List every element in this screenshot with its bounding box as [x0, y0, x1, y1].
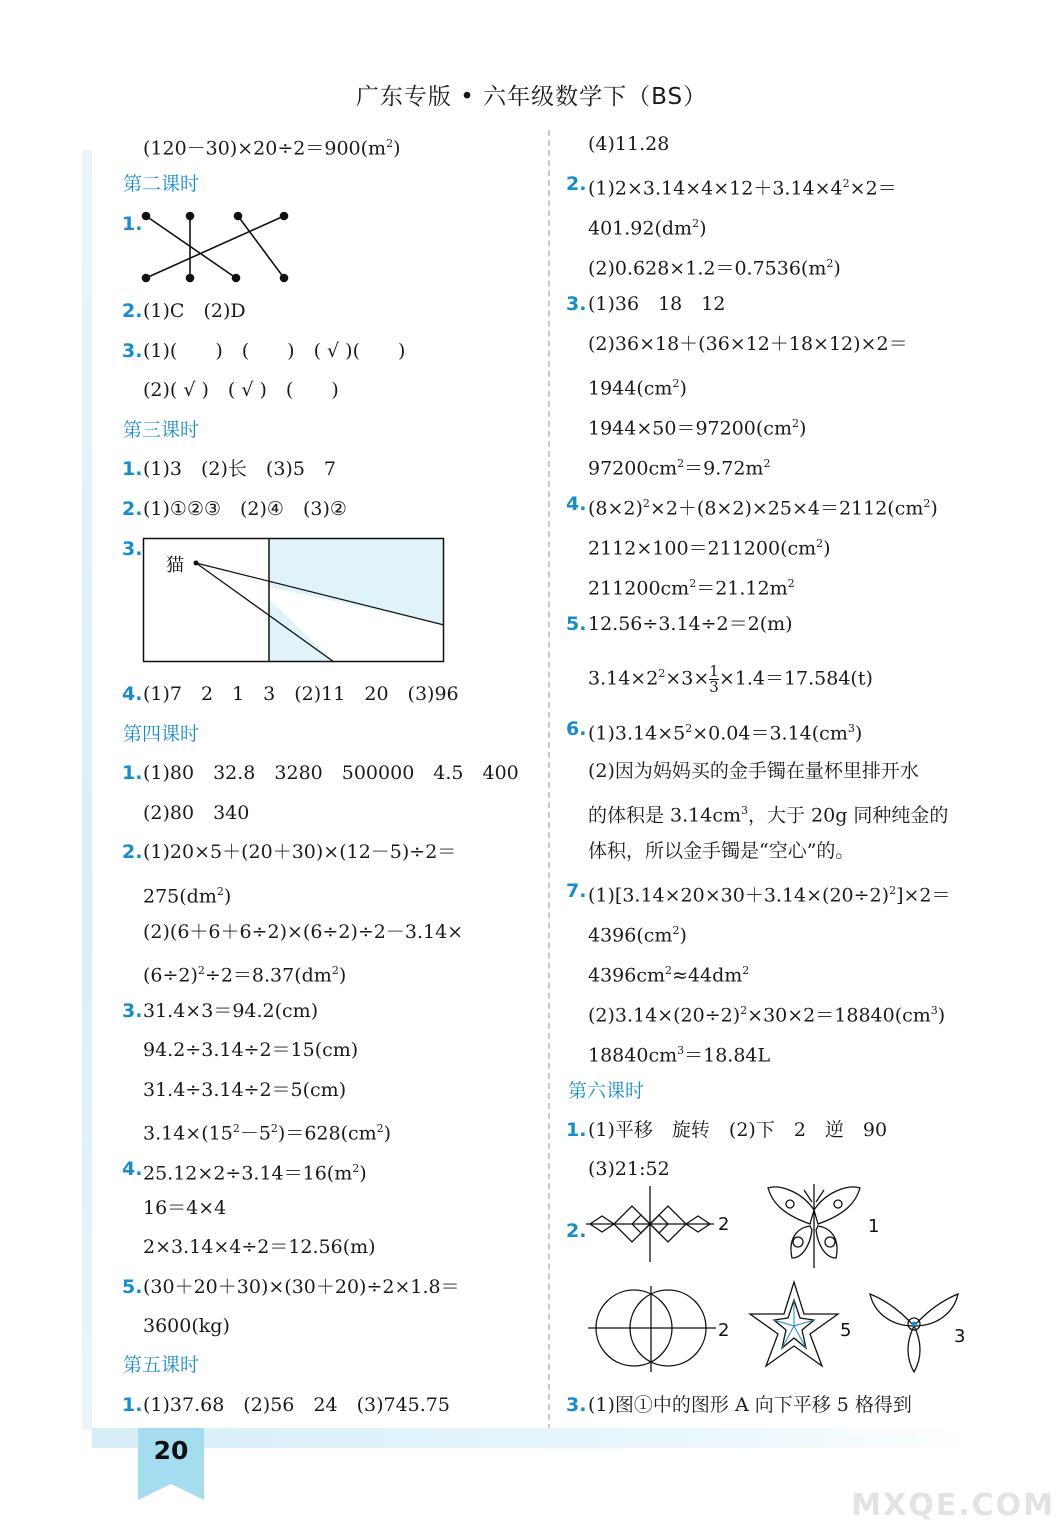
axis-count-label: 5 — [840, 1320, 852, 1341]
text: ≈44dm — [672, 964, 743, 987]
answer-line — [588, 570, 795, 602]
answer-line — [588, 957, 749, 989]
superscript: 2 — [352, 1162, 360, 1175]
superscript: 2 — [658, 667, 666, 680]
text: (1)2×3.14×4×12＋3.14×4 — [588, 177, 843, 200]
section-title: 第四课时 — [123, 723, 200, 745]
answer-line — [588, 1037, 770, 1069]
answer-line: $(1)3.14\times 5^2\times 0.04=3.14(cm^3)$ — [588, 722, 863, 745]
text: (2)0.628×1.2＝0.7536(m — [588, 257, 827, 280]
text: 4396cm — [588, 964, 666, 987]
text: 97200cm — [588, 457, 678, 480]
superscript: 2 — [923, 497, 931, 510]
section-title: 第五课时 — [123, 1354, 200, 1376]
section-title: 第六课时 — [568, 1080, 645, 1102]
superscript: 3 — [741, 804, 749, 817]
text: 25.12×2÷3.14＝16(m — [143, 1162, 353, 1185]
answer-line: $(2)3.14\times(20\div 2)^2\times 30\times 2=18840(cm^3)$ — [588, 1004, 946, 1027]
superscript: 2 — [692, 217, 700, 230]
answer-line: (1)7 2 1 3 (2)11 20 (3)96 — [143, 683, 459, 705]
answer-line: (1)( ) ( ) ( √ )( ) — [143, 340, 406, 362]
question-number: 3. — [566, 293, 587, 315]
question-number: 5. — [122, 1276, 143, 1298]
answer-line: 31.4÷3.14÷2＝5(cm) — [143, 1079, 347, 1101]
question-number: 2. — [566, 1220, 587, 1242]
numerator: 1 — [709, 661, 719, 680]
text: ×0.04＝3.14(cm — [692, 722, 848, 745]
answer-line: (30＋20＋30)×(30＋20)÷2×1.8＝ — [143, 1276, 460, 1298]
answer-line: $(6\div 2)^2\div 2=8.37(dm^2)$ — [143, 964, 347, 987]
denominator: 3 — [709, 677, 719, 696]
answer-line: $2112\times 100=211200(cm^2)$ — [588, 537, 831, 560]
answer-line: (1)①②③ (2)④ (3)② — [143, 498, 347, 520]
answer-line: (1)20×5＋(20＋30)×(12－5)÷2＝ — [143, 841, 457, 863]
text: 2112×100＝211200(cm — [588, 537, 817, 560]
superscript: 2 — [826, 257, 834, 270]
question-number: 4. — [566, 493, 587, 515]
superscript: 2 — [197, 964, 205, 977]
axis-count-label: 2 — [718, 1320, 730, 1341]
answer-line: (4)11.28 — [588, 133, 670, 155]
superscript: 3 — [677, 1044, 685, 1057]
text: )＝628(cm — [277, 1122, 377, 1145]
text: (8×2) — [588, 497, 643, 520]
answer-line: $401.92(dm^2)$ — [588, 217, 707, 240]
superscript: 2 — [672, 924, 680, 937]
text: 3.14×(15 — [143, 1122, 233, 1145]
question-number: 1. — [122, 458, 143, 480]
superscript: 2 — [763, 457, 771, 470]
text: (2)3.14×(20÷2) — [588, 1004, 741, 1027]
question-number: 2. — [122, 300, 143, 322]
superscript: 2 — [386, 137, 394, 150]
answer-line — [588, 797, 948, 829]
question-number: 2. — [566, 173, 587, 195]
answer-line: (1)36 18 12 — [588, 293, 726, 315]
section-title: 第三课时 — [123, 419, 200, 441]
text: (6÷2) — [143, 964, 198, 987]
text: ＝18.84L — [684, 1044, 771, 1067]
question-number: 4. — [122, 683, 143, 705]
answer-line: $25.12\times 2\div 3.14=16(m^2)$ — [143, 1162, 367, 1185]
superscript: 2 — [672, 377, 680, 390]
answer-line: (3)21:52 — [588, 1158, 670, 1180]
text: 1944(cm — [588, 377, 673, 400]
question-number: 3. — [122, 538, 143, 560]
superscript: 2 — [232, 1122, 240, 1135]
answer-line: $275(dm^2)$ — [143, 885, 232, 908]
watermark: MXQE.COM — [851, 1488, 1055, 1523]
text: ×3× — [665, 667, 710, 690]
question-number: 3. — [566, 1394, 587, 1416]
answer-line: $3.14\times(15^2-5^2)=628(cm^2)$ — [143, 1122, 392, 1145]
page-header: 广东专版 • 六年级数学下（BS） — [355, 84, 708, 110]
answer-line — [588, 877, 950, 909]
answer-line: $(2)0.628\times 1.2=0.7536(m^2)$ — [588, 257, 841, 280]
answer-line: $1944(cm^2)$ — [588, 377, 687, 400]
answer-line: $(8\times 2)^2\times 2+(8\times 2)\times 25\times 4=2112(cm^2)$ — [588, 497, 938, 520]
question-number: 1. — [122, 213, 143, 235]
question-number: 3. — [122, 1000, 143, 1022]
answer-line: 体积，所以金手镯是“空心”的。 — [588, 840, 855, 862]
answer-line: 2×3.14×4÷2＝12.56(m) — [143, 1236, 376, 1258]
answer-line: (2)因为妈妈买的金手镯在量杯里排开水 — [588, 760, 919, 782]
axis-count-label: 2 — [718, 1214, 730, 1235]
text: 211200cm — [588, 577, 690, 600]
overlapping-circles-figure — [588, 1284, 736, 1374]
answer-line: (2)(6＋6＋6÷2)×(6÷2)÷2－3.14× — [143, 921, 464, 943]
star-figure — [744, 1280, 856, 1370]
fraction — [709, 661, 719, 696]
superscript: 2 — [665, 964, 673, 977]
butterfly-figure — [762, 1184, 882, 1268]
text: ×2＋(8×2)×25×4＝2112(cm — [649, 497, 924, 520]
text: 401.92(dm — [588, 217, 693, 240]
three-petal-figure — [866, 1286, 972, 1376]
superscript: 2 — [376, 1122, 384, 1135]
superscript: 2 — [742, 964, 750, 977]
answer-line — [588, 170, 897, 202]
answer-line: $1944\times 50=97200(cm^2)$ — [588, 417, 807, 440]
superscript: 2 — [842, 177, 850, 190]
answer-line: 16＝4×4 — [143, 1197, 227, 1219]
cat-label: 猫 — [166, 555, 184, 576]
page-number: 20 — [153, 1436, 189, 1465]
superscript: 2 — [216, 885, 224, 898]
diamond-chain-figure — [586, 1184, 736, 1264]
column-divider — [548, 130, 550, 1430]
text: ]×2＝ — [896, 884, 951, 907]
text: －5 — [239, 1122, 271, 1145]
answer-line: $4396(cm^2)$ — [588, 924, 687, 947]
text: 4396(cm — [588, 924, 673, 947]
superscript: 3 — [930, 1004, 938, 1017]
left-margin-bar — [82, 150, 92, 1430]
text: ＝21.12m — [696, 577, 788, 600]
superscript: 2 — [889, 884, 897, 897]
question-number: 2. — [122, 498, 143, 520]
question-number: 1. — [566, 1119, 587, 1141]
section-title: 第二课时 — [123, 173, 200, 195]
answer-line — [588, 450, 770, 482]
answer-line: 12.56÷3.14÷2＝2(m) — [588, 613, 793, 635]
matching-diagram — [138, 206, 294, 284]
answer-line — [143, 130, 401, 162]
text: (1)3.14×5 — [588, 722, 686, 745]
text: ，大于 20g 同种纯金的 — [748, 804, 949, 827]
question-number: 1. — [122, 1394, 143, 1416]
text: 18840cm — [588, 1044, 678, 1067]
superscript: 2 — [740, 1004, 748, 1017]
question-number: 1. — [122, 762, 143, 784]
answer-line: (1)80 32.8 3280 500000 4.5 400 — [143, 762, 519, 784]
answer-line: (1)图①中的图形 A 向下平移 5 格得到 — [588, 1394, 912, 1416]
question-number: 2. — [122, 841, 143, 863]
question-number: 3. — [122, 340, 143, 362]
page-number-tab — [138, 1428, 204, 1484]
superscript: 2 — [689, 577, 697, 590]
superscript: 2 — [270, 1122, 278, 1135]
superscript: 2 — [787, 577, 795, 590]
text: 的体积是 3.14cm — [588, 804, 742, 827]
text: ÷2＝8.37(dm — [204, 964, 332, 987]
text: ＝9.72m — [684, 457, 764, 480]
question-number: 4. — [122, 1158, 143, 1180]
axis-count-label: 3 — [954, 1326, 966, 1347]
cat-view-diagram — [142, 537, 447, 665]
question-number: 5. — [566, 613, 587, 635]
answer-line — [588, 660, 873, 695]
answer-line: (1)3 (2)长 (3)5 7 — [143, 458, 337, 480]
superscript: 2 — [642, 497, 650, 510]
question-number: 6. — [566, 718, 587, 740]
superscript: 2 — [685, 722, 693, 735]
text: ) — [393, 137, 401, 160]
answer-line: 31.4×3＝94.2(cm) — [143, 1000, 319, 1022]
text: 1944×50＝97200(cm — [588, 417, 792, 440]
text: ×2＝ — [849, 177, 897, 200]
superscript: 3 — [847, 722, 855, 735]
answer-line: (1)平移 旋转 (2)下 2 逆 90 — [588, 1119, 888, 1141]
answer-line: 94.2÷3.14÷2＝15(cm) — [143, 1039, 359, 1061]
text: 3.14×2 — [588, 667, 659, 690]
superscript: 2 — [331, 964, 339, 977]
answer-line: (1)C (2)D — [143, 300, 246, 322]
answer-line: 3600(kg) — [143, 1315, 230, 1337]
text: ×30×2＝18840(cm — [747, 1004, 931, 1027]
answer-line: (2)36×18＋(36×12＋18×12)×2＝ — [588, 333, 908, 355]
superscript: 2 — [791, 417, 799, 430]
answer-line: (2)80 340 — [143, 802, 250, 824]
answer-line: (2)( √ ) ( √ ) ( ) — [143, 379, 339, 401]
text: 275(dm — [143, 885, 217, 908]
answer-line: (1)37.68 (2)56 24 (3)745.75 — [143, 1394, 450, 1416]
superscript: 2 — [816, 537, 824, 550]
axis-count-label: 1 — [868, 1216, 880, 1237]
superscript: 2 — [677, 457, 685, 470]
bottom-band — [92, 1428, 972, 1448]
text: ×1.4＝17.584(t) — [718, 667, 873, 690]
question-number: 7. — [566, 880, 587, 902]
text: (1)[3.14×20×30＋3.14×(20÷2) — [588, 884, 890, 907]
text: (120－30)×20÷2＝900(m — [143, 137, 387, 160]
